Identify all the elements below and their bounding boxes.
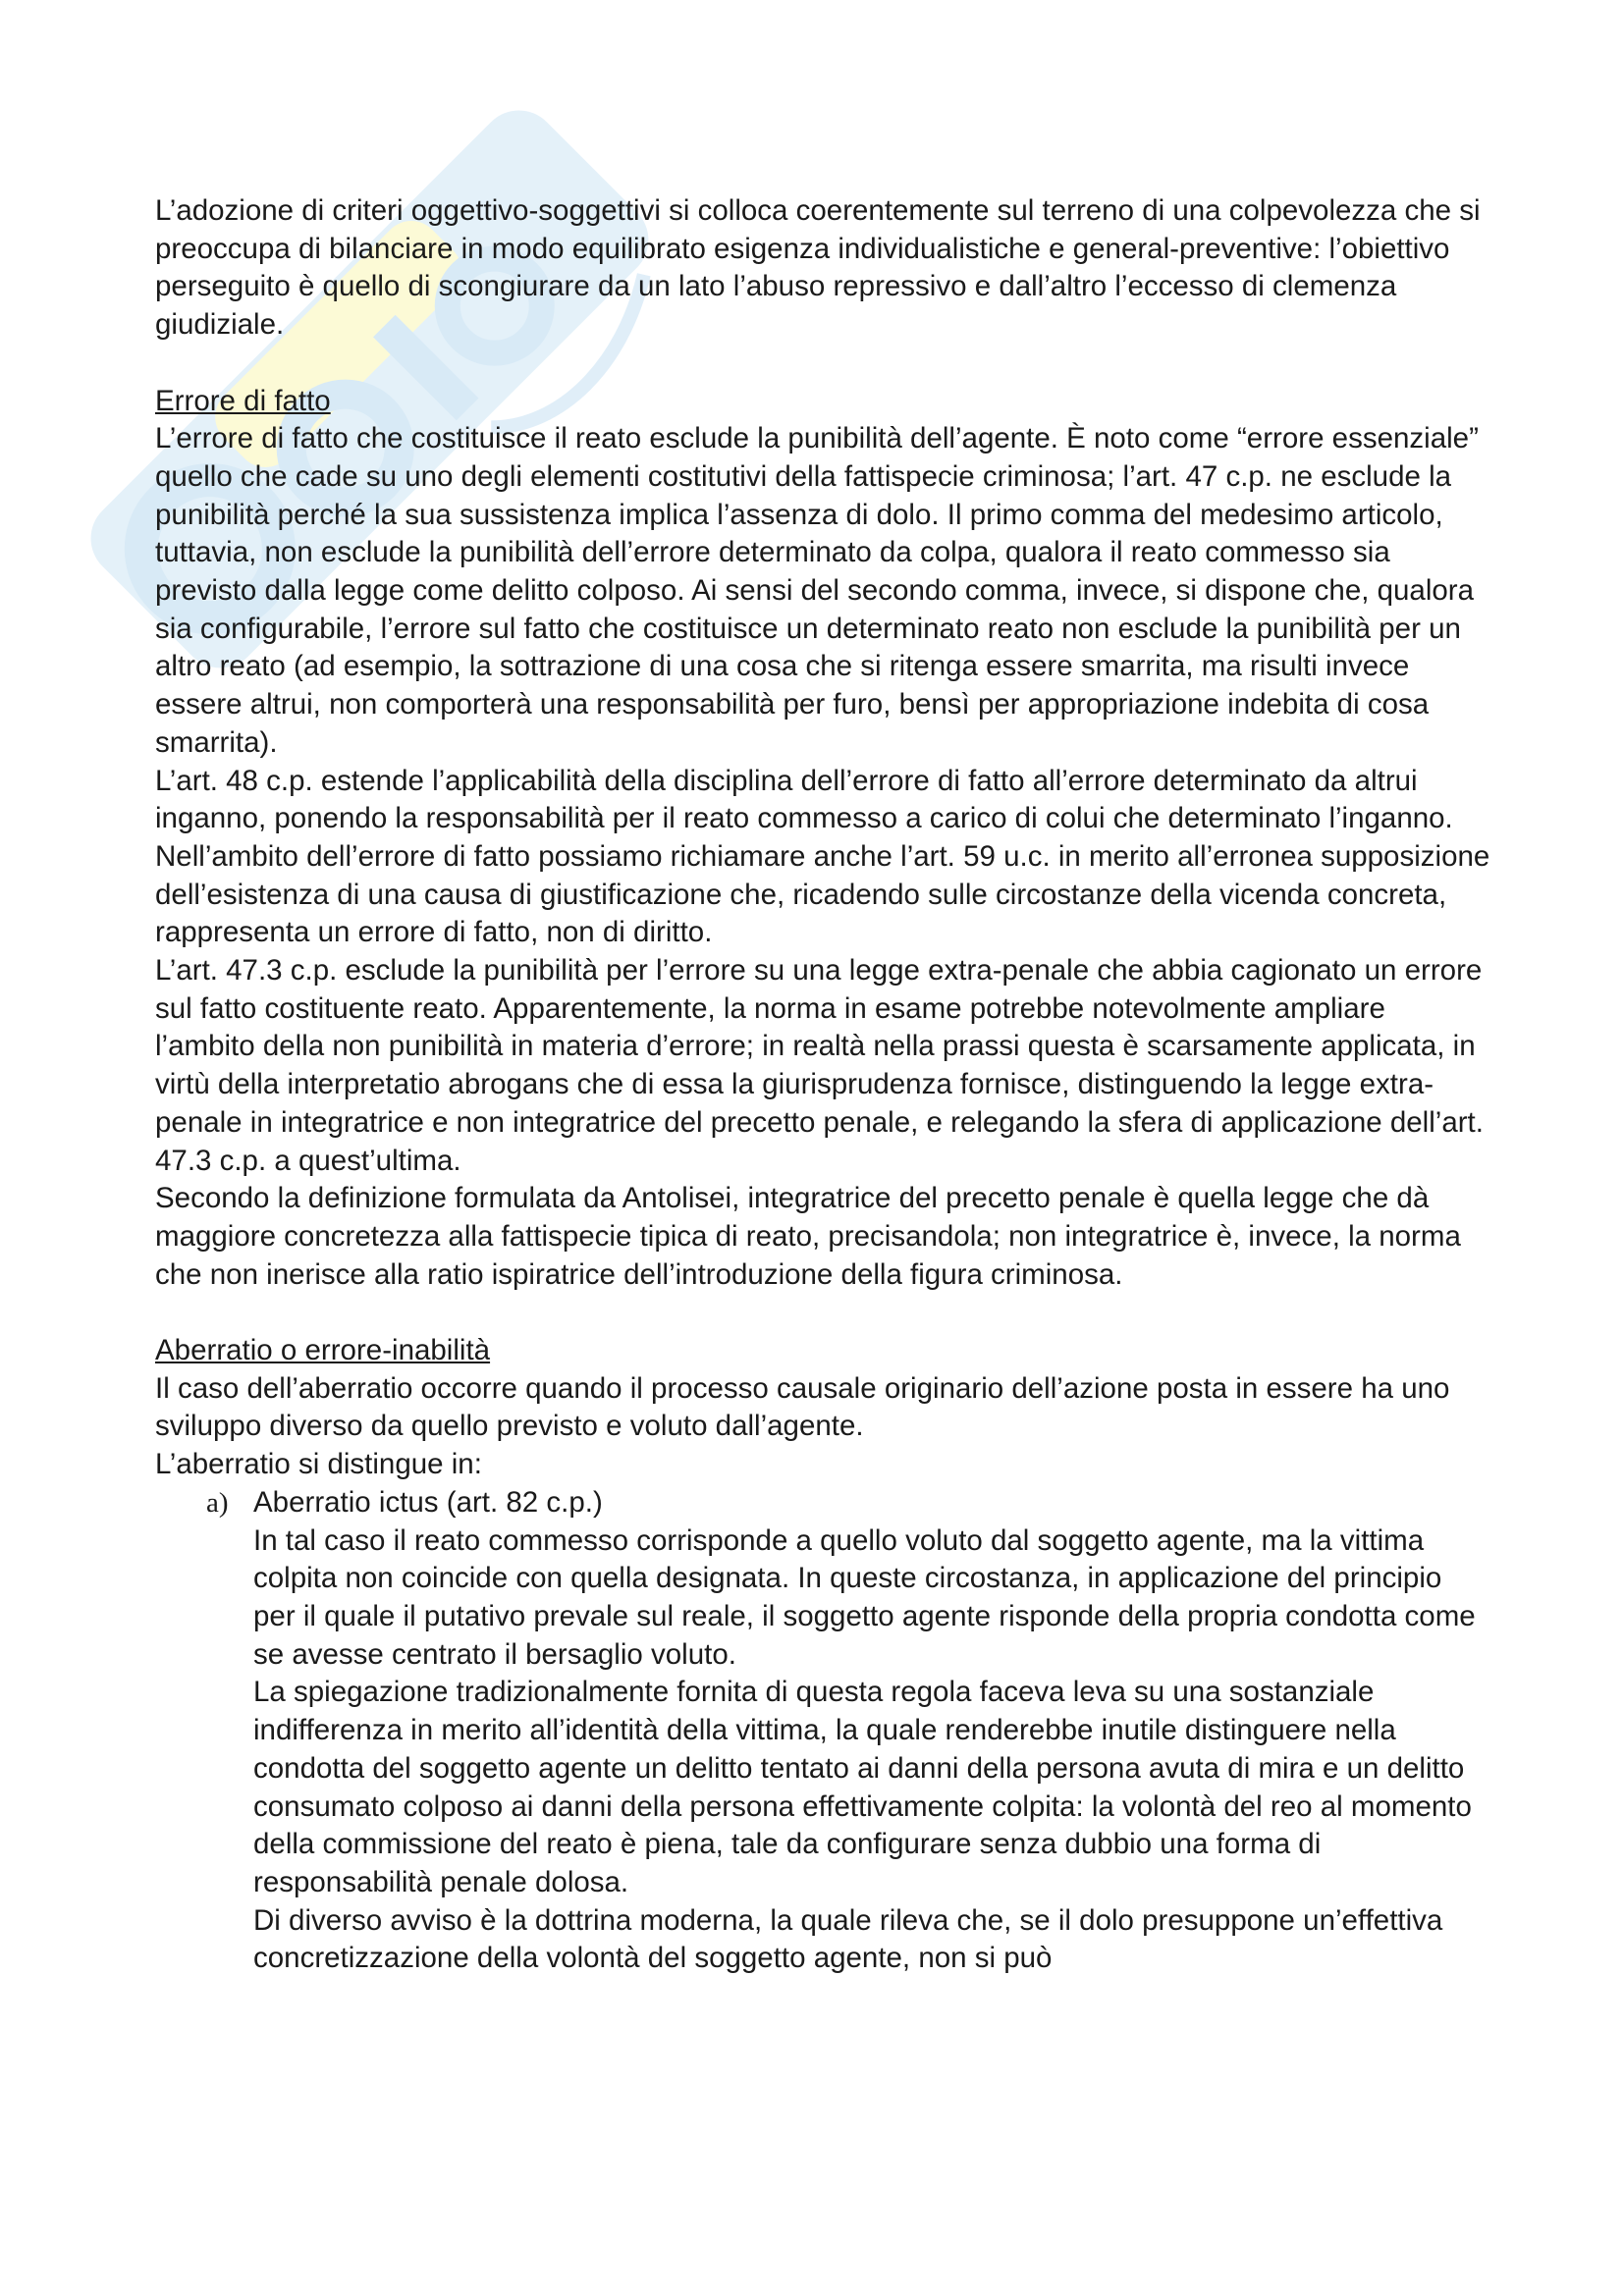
paragraph: L’aberratio si distingue in: [155, 1448, 482, 1481]
section-heading-errore-di-fatto: Errore di fatto [155, 384, 331, 417]
list-item-title: Aberratio ictus (art. 82 c.p.) [253, 1485, 603, 1519]
list-item [155, 1484, 1490, 1978]
list-marker: a) [206, 1486, 229, 1519]
list-item-paragraph: Di diverso avviso è la dottrina moderna, la quale rileva che, se il dolo presuppone un’effettiva concretizzazione della volontà del soggetto agente, non si può [253, 1903, 1443, 1975]
paragraph: Nell’ambito dell’errore di fatto possiamo richiamare anche l’art. 59 u.c. in merito all’erronea supposizione dell’esistenza di una causa di giustificazione che, ricadendo sulle circostanze della vicenda concreta, rappresenta un errore di fatto, non di diritto. [155, 839, 1490, 949]
document-page [155, 192, 1490, 1978]
intro-paragraph: L’adozione di criteri oggettivo-soggettivi si colloca coerentemente sul terreno di una colpevolezza che si preoccupa di bilanciare in modo equilibrato esigenza individualistiche e general-preventive: l’obiettivo perseguito è quello di scongiurare da un lato l’abuso repressivo e dall’altro l’eccesso di clemenza giudiziale. [155, 194, 1481, 342]
section-heading-aberratio: Aberratio o errore-inabilità [155, 1334, 491, 1367]
paragraph: Il caso dell’aberratio occorre quando il processo causale originario dell’azione posta in essere ha uno sviluppo diverso da quello previsto e voluto dall’agente. [155, 1371, 1450, 1443]
list-item-paragraph: La spiegazione tradizionalmente fornita di questa regola faceva leva su una sostanziale indifferenza in merito all’identità della vittima, la quale renderebbe inutile distinguere nella condotta del soggetto agente un delitto tentato ai danni della persona avuta di mira e un delitto consumato colposo ai danni della persona effettivamente colpita: la volontà del reo al momento della commissione del reato è piena, tale da configurare senza dubbio una forma di responsabilità penale dolosa. [253, 1676, 1472, 1898]
spacer [155, 1294, 1490, 1332]
paragraph: L’art. 47.3 c.p. esclude la punibilità per l’errore su una legge extra-penale che abbia cagionato un errore sul fatto costituente reato. Apparentemente, la norma in esame potrebbe notevolmente ampliare l’ambito della non punibilità in materia d’errore; in realtà nella prassi questa è scarsamente applicata, in virtù della interpretatio abrogans che di essa la giurisprudenza fornisce, distinguendo la legge extra-penale in integratrice e non integratrice del precetto penale, e relegando la sfera di applicazione dell’art. 47.3 c.p. a quest’ultima. [155, 954, 1484, 1177]
aberratio-types-list [155, 1484, 1490, 1978]
paragraph: Secondo la definizione formulata da Antolisei, integratrice del precetto penale è quella legge che dà maggiore concretezza alla fattispecie tipica di reato, precisandola; non integratrice è, invece, la norma che non inerisce alla ratio ispiratrice dell’introduzione della figura criminosa. [155, 1182, 1461, 1291]
list-item-paragraph: In tal caso il reato commesso corrisponde a quello voluto dal soggetto agente, ma la vittima colpita non coincide con quella designata. In queste circostanza, in applicazione del principio per il quale il putativo prevale sul reale, il soggetto agente risponde della propria condotta come se avesse centrato il bersaglio voluto. [253, 1523, 1476, 1671]
paragraph: L’art. 48 c.p. estende l’applicabilità della disciplina dell’errore di fatto all’errore determinato da altrui inganno, ponendo la responsabilità per il reato commesso a carico di colui che determinato l’inganno. [155, 764, 1453, 835]
paragraph: L’errore di fatto che costituisce il reato esclude la punibilità dell’agente. È noto come “errore essenziale” quello che cade su uno degli elementi costitutivi della fattispecie criminosa; l’art. 47 c.p. ne esclude la punibilità perché la sua sussistenza implica l’assenza di dolo. Il primo comma del medesimo articolo, tuttavia, non esclude la punibilità dell’errore determinato da colpa, qualora il reato commesso sia previsto dalla legge come delitto colposo. Ai sensi del secondo comma, invece, si dispone che, qualora sia configurabile, l’errore sul fatto che costituisce un determinato reato non esclude la punibilità per un altro reato (ad esempio, la sottrazione di una cosa che si ritenga essere smarrita, ma risulti invece essere altrui, non comporterà una responsabilità per furo, bensì per appropriazione indebita di cosa smarrita). [155, 422, 1479, 759]
spacer [155, 345, 1490, 383]
